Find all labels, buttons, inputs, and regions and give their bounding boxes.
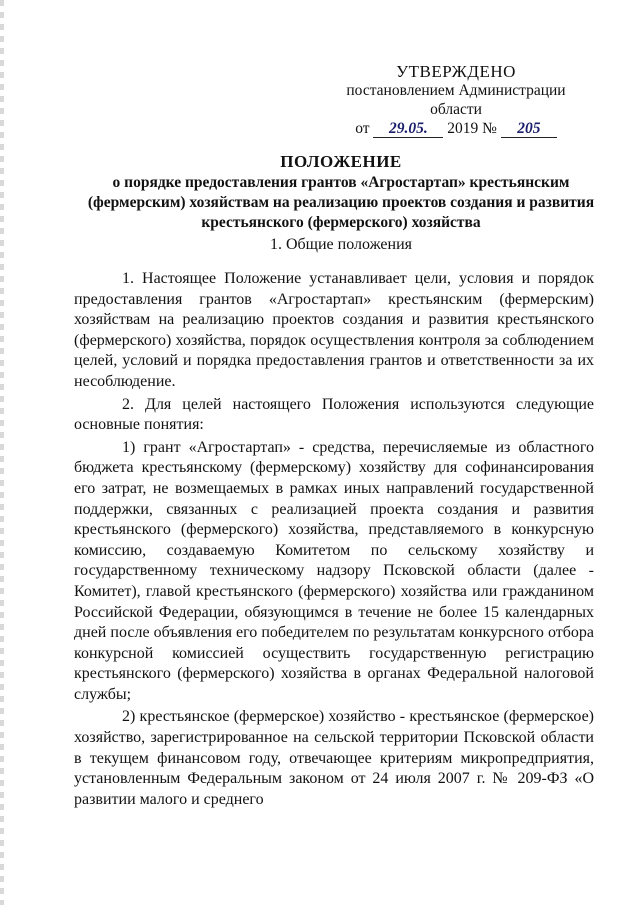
scan-left-edge [0, 0, 4, 905]
date-prefix: от [355, 120, 370, 137]
document-body [74, 269, 594, 812]
handwritten-number: 205 [501, 121, 557, 138]
paragraph-2: 2. Для целей настоящего Положения используются следующие основные понятия: [74, 395, 594, 434]
approved-label: УТВЕРЖДЕНО [396, 62, 516, 81]
document-title-block [74, 152, 608, 233]
decree-date-line [320, 119, 592, 138]
handwritten-date: 29.05. [373, 121, 443, 138]
decree-label: постановлением Администрации области [346, 82, 566, 118]
paragraph-3: 1) грант «Агростартап» - средства, перечисляемые из областного бюджета крестьянскому (фермерскому) хозяйству для софинансирования его затрат, не возмещаемых в рамках иных направлений государственной поддержки, связанных с реализацией проекта создания и развития крестьянского (фермерского) хозяйства, представляемого в конкурсную комиссию, создаваемую Комитетом по сельскому хозяйству и государственному техническому надзору Псковской области (далее - Комитет), главой крестьянского (фермерского) хозяйства или гражданином Российской Федерации, обязующимся в течение не более 15 календарных дней после объявления его победителем по результатам конкурсного отбора конкурсной комиссией осуществить государственную регистрацию крестьянского (фермерского) хозяйства в органах Федеральной налоговой службы; [74, 438, 594, 703]
document-title: ПОЛОЖЕНИЕ [280, 152, 402, 171]
year-number-text: 2019 № [447, 120, 497, 137]
approval-stamp-block [320, 62, 592, 138]
paragraph-1: 1. Настоящее Положение устанавливает цели, условия и порядок предоставления грантов «Агростартап» крестьянским (фермерским) хозяйствам на реализацию проектов создания и развития крестьянского (фермерского) хозяйства, порядок осуществления контроля за соблюдением целей, условий и порядка предоставления грантов и ответственности за их несоблюдение. [74, 270, 594, 390]
section-heading: 1. Общие положения [269, 236, 413, 253]
paragraph-4: 2) крестьянское (фермерское) хозяйство - крестьянское (фермерское) хозяйство, зарегистрированное на сельской территории Псковской области в текущем финансовом году, отвечающее критериям микропредприятия, установленным Федеральным законом от 24 июля 2007 г. № 209-ФЗ «О развитии малого и среднего [74, 708, 594, 808]
document-subtitle: о порядке предоставления грантов «Агростартап» крестьянским (фермерским) хозяйствам на реализацию проектов создания и развития крестьянского (фермерского) хозяйства [87, 174, 595, 231]
